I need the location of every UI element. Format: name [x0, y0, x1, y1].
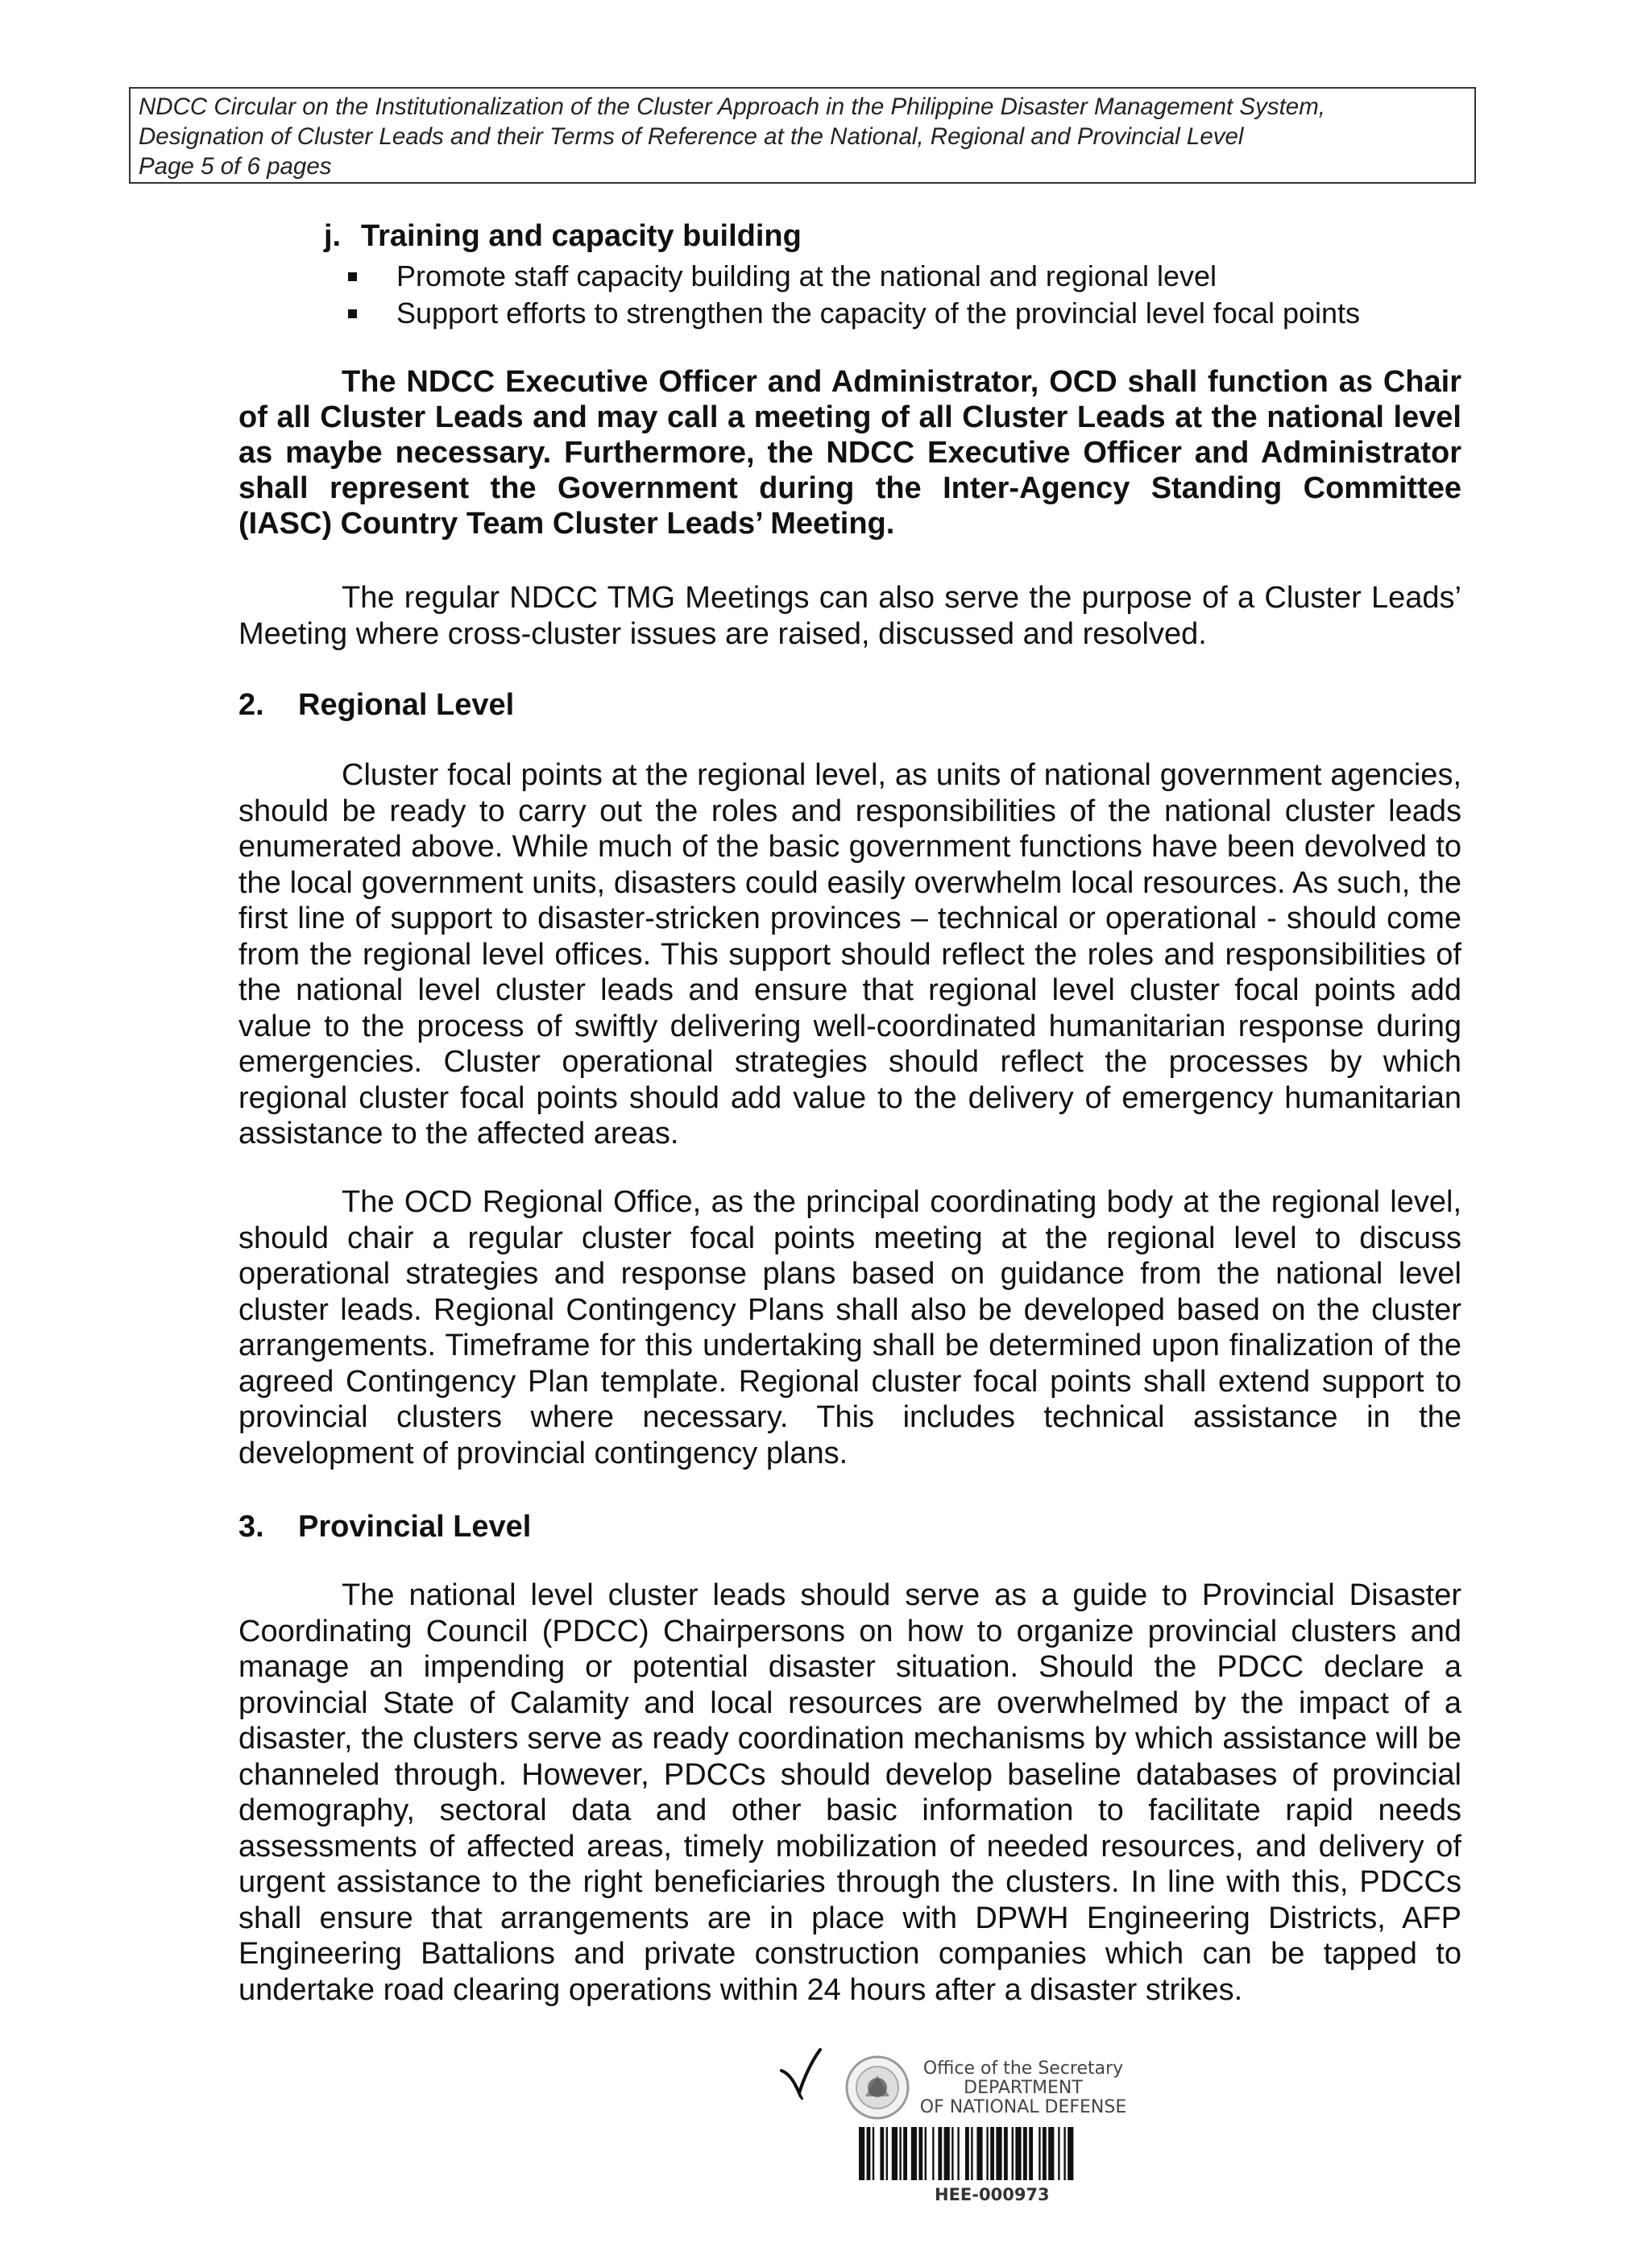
- heading-number: 2.: [238, 688, 264, 722]
- document-header: [129, 87, 1476, 184]
- barcode-number: HEE-000973: [935, 2185, 1050, 2204]
- initials-signature: [778, 2046, 830, 2111]
- paragraph-provincial-level: The national level cluster leads should serve as a guide to Provincial Disaster Coordinating Council (PDCC) Chairpersons on how to organize provincial clusters and manage an impending or potential disaster situation. Should the PDCC declare a provincial State of Calamity and local resources are overwhelmed by the impact of a disaster, the clusters serve as ready coordination mechanisms by which assistance will be channeled through. However, PDCCs should develop baseline databases of provincial demography, sectoral data and other basic information to facilitate rapid needs assessments of affected areas, timely mobilization of needed resources, and delivery of urgent assistance to the right beneficiaries through the clusters. In line with this, PDCCs shall ensure that arrangements are in place with DPWH Engineering Districts, AFP Engineering Battalions and private construction companies which can be tapped to undertake road clearing operations within 24 hours after a disaster strikes.: [238, 1578, 1461, 2007]
- header-title-line-2: Designation of Cluster Leads and their Terms of Reference at the National, Regional and Provincial Level: [139, 123, 1244, 150]
- paragraph-ocd-regional-office: The OCD Regional Office, as the principal coordinating body at the regional level, should chair a regular cluster focal points meeting at the regional level to discuss operational strategies and response plans based on guidance from the national level cluster leads. Regional Contingency Plans shall also be developed based on the cluster arrangements. Timeframe for this undertaking shall be determined upon finalization of the agreed Contingency Plan template. Regional cluster focal points shall extend support to provincial clusters where necessary. This includes technical assistance in the development of provincial contingency plans.: [238, 1185, 1461, 1470]
- bullet-text: Support efforts to strengthen the capacity of the provincial level focal points: [396, 296, 1361, 330]
- stamp-line-1: Office of the Secretary: [922, 2059, 1124, 2079]
- bullet-text: Promote staff capacity building at the national and regional level: [396, 259, 1217, 292]
- item-j-bullet-list: [348, 258, 1360, 332]
- heading-regional-level: [238, 686, 514, 724]
- list-item: [348, 295, 1360, 332]
- header-title-line-1: NDCC Circular on the Institutionalization of the Cluster Approach in the Philippine Disaster Management System,: [139, 93, 1325, 120]
- paragraph-regional-focal-points: Cluster focal points at the regional level, as units of national government agencies, should be ready to carry out the roles and responsibilities of the national cluster leads enumerated above. While much of the basic government functions have been devolved to the local government units, disasters could easily overwhelm local resources. As such, the first line of support to disaster-stricken provinces – technical or operational - should come from the regional level offices. This support should reflect the roles and responsibilities of the national level cluster leads and ensure that regional level cluster focal points add value to the process of swiftly delivering well-coordinated humanitarian response during emergencies. Cluster operational strategies should reflect the processes by which regional cluster focal points should add value to the delivery of emergency humanitarian assistance to the affected areas.: [238, 758, 1461, 1151]
- item-j-heading: [324, 218, 802, 255]
- heading-provincial-level: [238, 1508, 531, 1545]
- item-j-title: Training and capacity building: [361, 219, 802, 253]
- item-j-letter: j.: [324, 219, 342, 253]
- barcode-icon: [859, 2127, 1118, 2180]
- department-stamp: [918, 2059, 1128, 2117]
- heading-title: Provincial Level: [298, 1510, 532, 1544]
- list-item: [348, 258, 1360, 295]
- department-seal-icon: [844, 2054, 910, 2121]
- square-bullet-icon: [348, 309, 357, 318]
- heading-title: Regional Level: [298, 688, 515, 722]
- header-page-number: Page 5 of 6 pages: [139, 153, 332, 180]
- paragraph-chair-of-cluster-leads: The NDCC Executive Officer and Administrator, OCD shall function as Chair of all Cluster Leads and may call a meeting of all Cluster Leads at the national level as maybe necessary. Furthermore, the NDCC Executive Officer and Administrator shall represent the Government during the Inter-Agency Standing Committee (IASC) Country Team Cluster Leads’ Meeting.: [238, 365, 1461, 541]
- stamp-line-2: DEPARTMENT: [964, 2078, 1083, 2098]
- stamp-line-3: OF NATIONAL DEFENSE: [919, 2097, 1127, 2117]
- paragraph-tmg-meetings: The regular NDCC TMG Meetings can also serve the purpose of a Cluster Leads’ Meeting where cross-cluster issues are raised, discussed and resolved.: [238, 581, 1461, 651]
- heading-number: 3.: [238, 1510, 264, 1544]
- square-bullet-icon: [348, 272, 357, 281]
